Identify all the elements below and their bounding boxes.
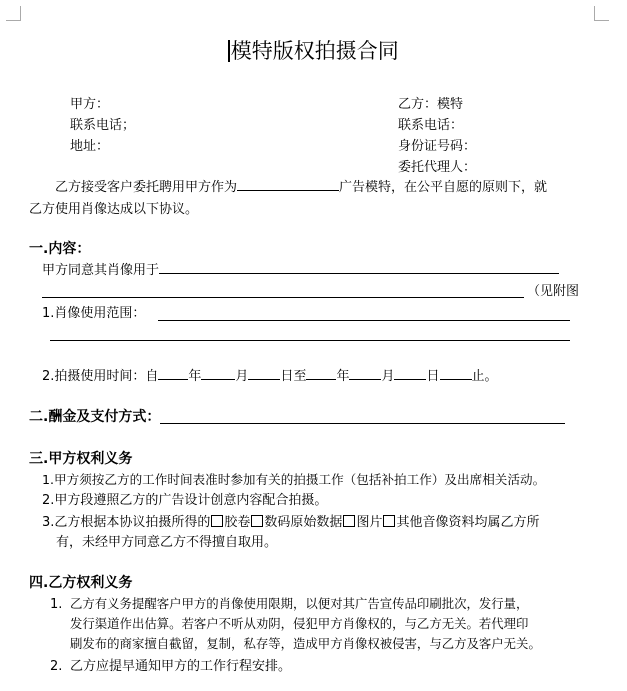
see-attached-text: （见附图 xyxy=(527,284,580,299)
usage-scope-blank[interactable] xyxy=(158,320,570,321)
text-cursor xyxy=(228,40,230,62)
usage-scope-blank-2[interactable] xyxy=(50,340,570,341)
party-a-label: 甲方： xyxy=(70,97,110,112)
section-4-item-1-num: 1. xyxy=(50,597,63,612)
section-4-item-1-line-3: 刷发布的商家擅自截留，复制，私存等，造成甲方肖像权被侵害，与乙方及客户无关。 xyxy=(70,636,541,651)
party-a-phone: 联系电话； xyxy=(70,118,136,133)
party-b-phone: 联系电话： xyxy=(398,118,464,133)
section-4-item-2: 乙方应提早通知甲方的工作行程安排。 xyxy=(70,659,292,674)
checkbox-pictures[interactable] xyxy=(343,515,355,527)
end-year-blank[interactable] xyxy=(306,379,336,380)
usage-scope-line: 1.肖像使用范围： xyxy=(42,306,146,321)
section-4-heading: 四.乙方权利义务 xyxy=(29,575,133,591)
end-month-blank[interactable] xyxy=(349,379,381,380)
section-1-heading: 一.内容： xyxy=(29,241,91,257)
intro-line-1: 乙方接受客户委托聘用甲方作为 广告模特，在公平自愿的原则下，就 xyxy=(55,180,548,195)
start-month-blank[interactable] xyxy=(201,379,235,380)
section-4-item-2-num: 2. xyxy=(50,659,63,674)
section-3-item-1: 1.甲方须按乙方的工作时间表准时参加有关的拍摄工作（包括补拍工作）及出席相关活动。 xyxy=(42,472,546,487)
party-a-address: 地址： xyxy=(70,139,110,154)
party-b-agent: 委托代理人： xyxy=(398,160,477,175)
model-name-blank[interactable] xyxy=(237,190,339,191)
checkbox-digital-data[interactable] xyxy=(251,515,263,527)
usage-blank[interactable] xyxy=(159,273,559,274)
start-year-blank[interactable] xyxy=(158,379,188,380)
end-time-blank[interactable] xyxy=(440,379,472,380)
party-b-id: 身份证号码： xyxy=(398,139,477,154)
section-3-item-2: 2.甲方段遵照乙方的广告设计创意内容配合拍摄。 xyxy=(42,493,328,508)
section-4-item-1-line-1: 乙方有义务提醒客户甲方的肖像使用限期，以便对其广告宣传品印刷批次，发行量， xyxy=(70,596,529,611)
checkbox-film[interactable] xyxy=(211,515,223,527)
shooting-time-line: 2.拍摄使用时间：自 年 月 日至 年 月 日 止。 xyxy=(42,369,498,384)
end-day-blank[interactable] xyxy=(394,379,426,380)
section-2-heading: 二.酬金及支付方式： xyxy=(29,409,161,425)
checkbox-other-media[interactable] xyxy=(383,515,395,527)
section-3-item-3: 3.乙方根据本协议拍摄所得的 胶卷 数码原始数据 图片 其他音像资料均属乙方所 xyxy=(42,515,540,530)
start-day-blank[interactable] xyxy=(248,379,280,380)
consent-line: 甲方同意其肖像用于 xyxy=(42,264,559,277)
section-3-item-3-line-2: 有，未经甲方同意乙方不得擅自取用。 xyxy=(56,535,278,550)
intro-line-2: 乙方使用肖像达成以下协议。 xyxy=(29,202,199,217)
section-3-heading: 三.甲方权利义务 xyxy=(29,451,133,467)
payment-blank[interactable] xyxy=(160,423,565,424)
document-title: 模特版权拍摄合同 xyxy=(0,40,627,62)
page-corner-mark-left xyxy=(6,6,21,21)
usage-blank-2[interactable] xyxy=(42,297,524,298)
page-corner-mark-right xyxy=(594,6,609,21)
party-b-label: 乙方：模特 xyxy=(398,97,464,112)
section-4-item-1-line-2: 发行渠道作出估算。若客户不听从劝阴，侵犯甲方肖像权的，与乙方无关。若代理印 xyxy=(70,616,529,631)
